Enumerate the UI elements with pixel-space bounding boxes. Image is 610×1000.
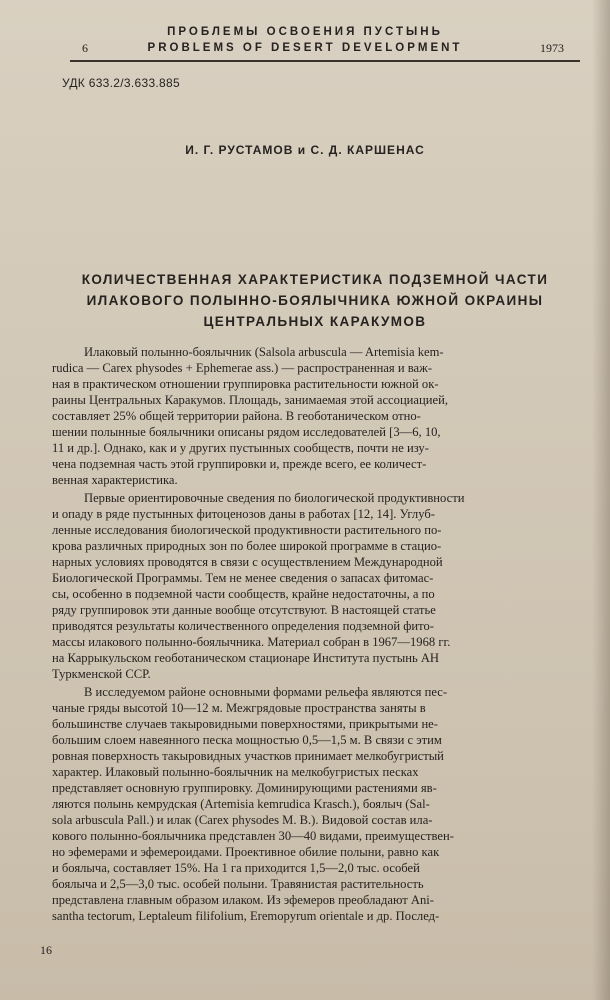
body-text-line: ленные исследования биологической продуктивности растительного по- <box>52 523 442 537</box>
body-text-line: ная в практическом отношении группировка растительности южной ок- <box>52 377 439 391</box>
body-text-line: чена подземная часть этой группировки и, прежде всего, ее количест- <box>52 457 427 471</box>
body-text-line: характер. Илаковый полынно-боялычник на мелкобугристых песках <box>52 765 419 779</box>
body-text-line: большинстве случаев такыровидными поверхностями, прикрытыми не- <box>52 717 438 731</box>
udc-code: УДК 633.2/3.633.885 <box>62 76 180 90</box>
body-text-line: раины Центральных Каракумов. Площадь, занимаемая этой ассоциацией, <box>52 393 448 407</box>
body-text-line: 11 и др.]. Однако, как и у других пустынных сообществ, почти не изу- <box>52 441 429 455</box>
body-text-line: крова различных природных зон по более широкой программе в стацио- <box>52 539 442 553</box>
body-text-line: сы, особенно в подземной части сообществ, крайне недостаточны, а по <box>52 587 435 601</box>
body-paragraph <box>52 684 585 924</box>
body-paragraph <box>52 490 585 682</box>
article-title <box>55 269 575 332</box>
body-text-line: боялыча и 2,5—3,0 тыс. особей полыни. Травянистая растительность <box>52 877 424 891</box>
body-text-line: sola arbuscula Pall.) и илак (Carex physodes M. B.). Видовой состав ила- <box>52 813 433 827</box>
issue-number: 6 <box>82 41 88 55</box>
body-text-line: кового полынно-боялычника представлен 30—40 видами, преимуществен- <box>52 829 454 843</box>
body-text-line: представляет основную группировку. Доминирующими растениями яв- <box>52 781 437 795</box>
body-text-line: и боялыча, составляет 15%. На 1 га приходится 1,5—2,0 тыс. особей <box>52 861 420 875</box>
body-text-line: ровная поверхность такыровидных участков принимает мелкобугристый <box>52 749 444 763</box>
article-title-line: КОЛИЧЕСТВЕННАЯ ХАРАКТЕРИСТИКА ПОДЗЕМНОЙ ЧАСТИ <box>81 272 549 287</box>
body-text-line: большим слоем навеянного песка мощностью 0,5—1,5 м. В связи с этим <box>52 733 442 747</box>
article-title-line: ЦЕНТРАЛЬНЫХ КАРАКУМОВ <box>203 314 427 329</box>
article-title-line: ИЛАКОВОГО ПОЛЫННО-БОЯЛЫЧНИКА ЮЖНОЙ ОКРАИНЫ <box>86 293 544 308</box>
body-text-line: но эфемерами и эфемероидами. Проективное обилие полыни, равно как <box>52 845 440 859</box>
running-head-russian: ПРОБЛЕМЫ ОСВОЕНИЯ ПУСТЫНЬ <box>167 26 443 38</box>
body-text-line: составляет 25% общей территории района. В геоботаническом отно- <box>52 409 421 423</box>
body-text-line: Первые ориентировочные сведения по биологической продуктивности <box>84 491 465 505</box>
body-text-line: santha tectorum, Leptaleum filifolium, Eremopyrum orientale и др. Послед- <box>52 909 440 923</box>
body-text-line: венная характеристика. <box>52 473 178 487</box>
body-text-line: Биологической Программы. Тем не менее сведения о запасах фитомас- <box>52 571 434 585</box>
body-text-line: нарных условиях проводятся в связи с осуществлением Международной <box>52 555 443 569</box>
body-text-line: Туркменской ССР. <box>52 667 151 681</box>
body-text-line: и опаду в ряде пустынных фитоценозов даны в работах [12, 14]. Углуб- <box>52 507 435 521</box>
article-body <box>52 344 585 924</box>
body-text-line: Илаковый полынно-боялычник (Salsola arbuscula — Artemisia kem- <box>84 345 444 359</box>
body-text-line: шении полынные боялычники описаны рядом исследователей [3—6, 10, <box>52 425 441 439</box>
journal-year: 1973 <box>540 41 564 55</box>
header-rule <box>70 60 580 62</box>
body-text-line: представлена главным образом илаком. Из эфемеров преобладают Ani- <box>52 893 434 907</box>
body-paragraph <box>52 344 585 488</box>
body-text-line: ряду группировок эти данные вообще отсутствуют. В настоящей статье <box>52 603 436 617</box>
body-text-line: ляются полынь кемрудская (Artemisia kemrudica Krasch.), боялыч (Sal- <box>52 797 430 811</box>
body-text-line: массы илакового полынно-боялычника. Материал собран в 1967—1968 гг. <box>52 635 451 649</box>
article-authors: И. Г. РУСТАМОВ и С. Д. КАРШЕНАС <box>185 143 425 157</box>
body-text-line: приводятся результаты количественного определения подземной фито- <box>52 619 435 633</box>
page-number: 16 <box>40 943 52 957</box>
body-text-line: чаные гряды высотой 10—12 м. Межгрядовые пространства заняты в <box>52 701 426 715</box>
body-text-line: rudica — Carex physodes + Ephemerae ass.) — распространенная и важ- <box>52 361 433 375</box>
body-text-line: В исследуемом районе основными формами рельефа являются пес- <box>84 685 448 699</box>
body-text-line: на Каррыкульском геоботаническом стационаре Института пустынь АН <box>52 651 440 665</box>
running-head-english: PROBLEMS OF DESERT DEVELOPMENT <box>147 42 463 54</box>
